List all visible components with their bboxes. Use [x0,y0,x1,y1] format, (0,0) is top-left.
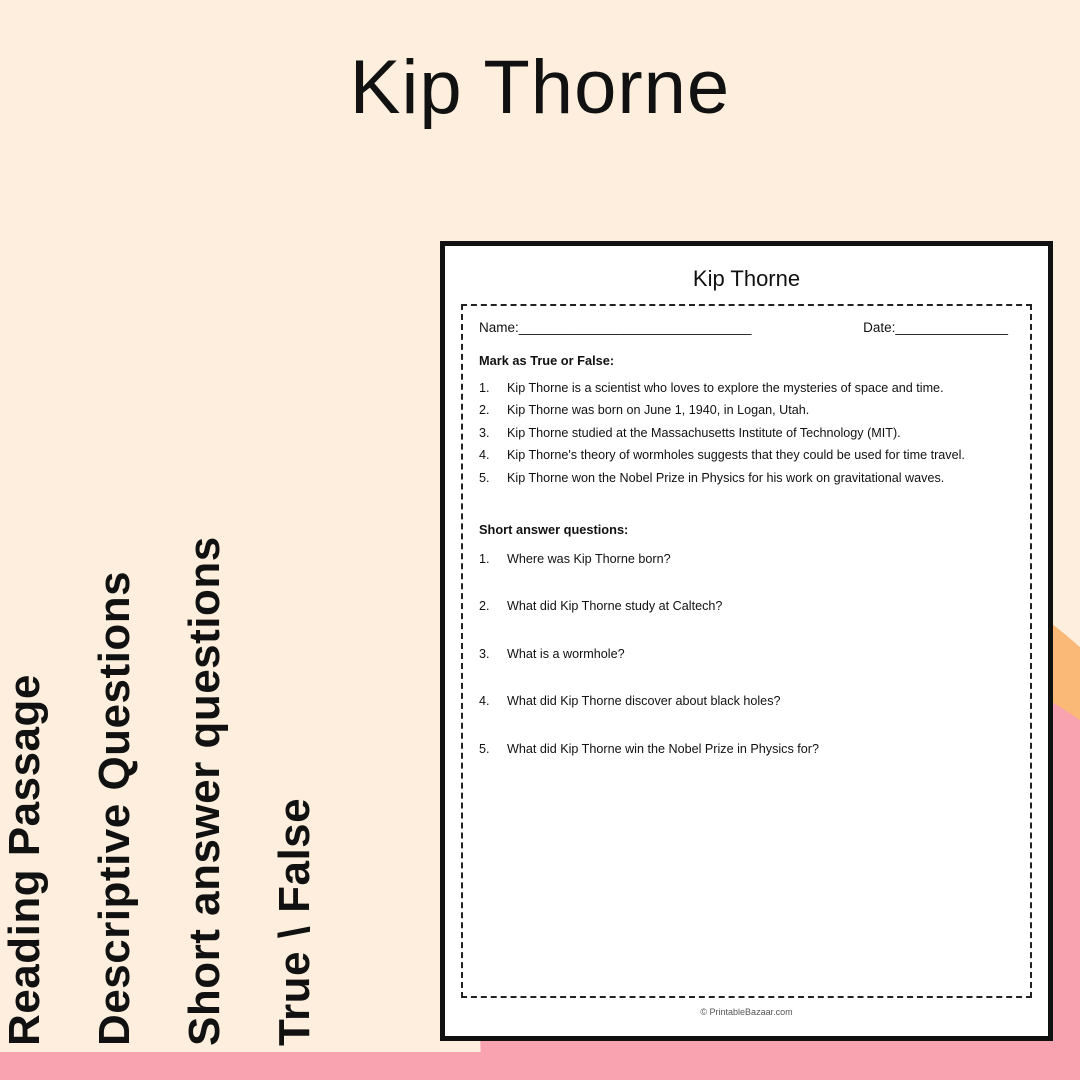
question-number: 1. [479,381,490,395]
question-text: Kip Thorne won the Nobel Prize in Physics for his work on gravitational waves. [507,470,945,485]
question-number: 4. [479,694,490,709]
question-text: Where was Kip Thorne born? [507,551,671,566]
true-false-question-list [479,378,1014,488]
question-text: What is a wormhole? [507,646,625,661]
question-text: Kip Thorne is a scientist who loves to explore the mysteries of space and time. [507,381,944,395]
list-item [479,378,1014,398]
short-answer-heading: Short answer questions: [479,521,629,537]
question-number: 3. [479,646,490,661]
list-item [479,596,1014,616]
vertical-label-descriptive-questions: Descriptive Questions [90,570,139,1046]
question-text: What did Kip Thorne study at Caltech? [507,599,723,614]
decorative-bottom-bar [0,1052,1080,1080]
question-number: 5. [479,470,490,485]
question-text: Kip Thorne studied at the Massachusetts Institute of Technology (MIT). [507,425,901,440]
worksheet-title: Kip Thorne [692,266,801,291]
list-item [479,468,1014,488]
short-answer-question-list [479,549,1014,759]
list-item [479,423,1014,443]
worksheet-dashed-frame [461,304,1032,998]
question-text: What did Kip Thorne win the Nobel Prize in Physics for? [507,741,819,756]
list-item [479,691,1014,711]
question-number: 2. [479,403,490,418]
vertical-label-reading-passage: Reading Passage [0,674,49,1046]
question-number: 4. [479,448,490,463]
question-text: What did Kip Thorne discover about black holes? [507,694,781,709]
list-item [479,400,1014,420]
list-item [479,549,1014,569]
question-text: Kip Thorne was born on June 1, 1940, in Logan, Utah. [507,403,810,418]
vertical-label-short-answer-questions: Short answer questions [180,536,229,1046]
question-text: Kip Thorne's theory of wormholes suggests that they could be used for time travel. [507,448,965,463]
name-date-row [479,320,1014,335]
list-item [479,445,1014,465]
true-false-heading: Mark as True or False: [479,353,615,368]
page-title: Kip Thorne [349,45,731,130]
worksheet-sheet [440,241,1053,1041]
question-number: 5. [479,741,490,756]
question-number: 2. [479,599,490,614]
vertical-label-true-false: True \ False [270,797,319,1046]
question-number: 3. [479,425,490,440]
worksheet-footer-credit: © PrintableBazaar.com [700,1007,793,1017]
vertical-label-group [0,286,402,1046]
list-item [479,644,1014,664]
date-field-label[interactable]: Date:_______________ [863,320,1008,335]
list-item [479,739,1014,759]
name-field-label[interactable]: Name:_______________________________ [479,320,752,335]
question-number: 1. [479,551,490,566]
